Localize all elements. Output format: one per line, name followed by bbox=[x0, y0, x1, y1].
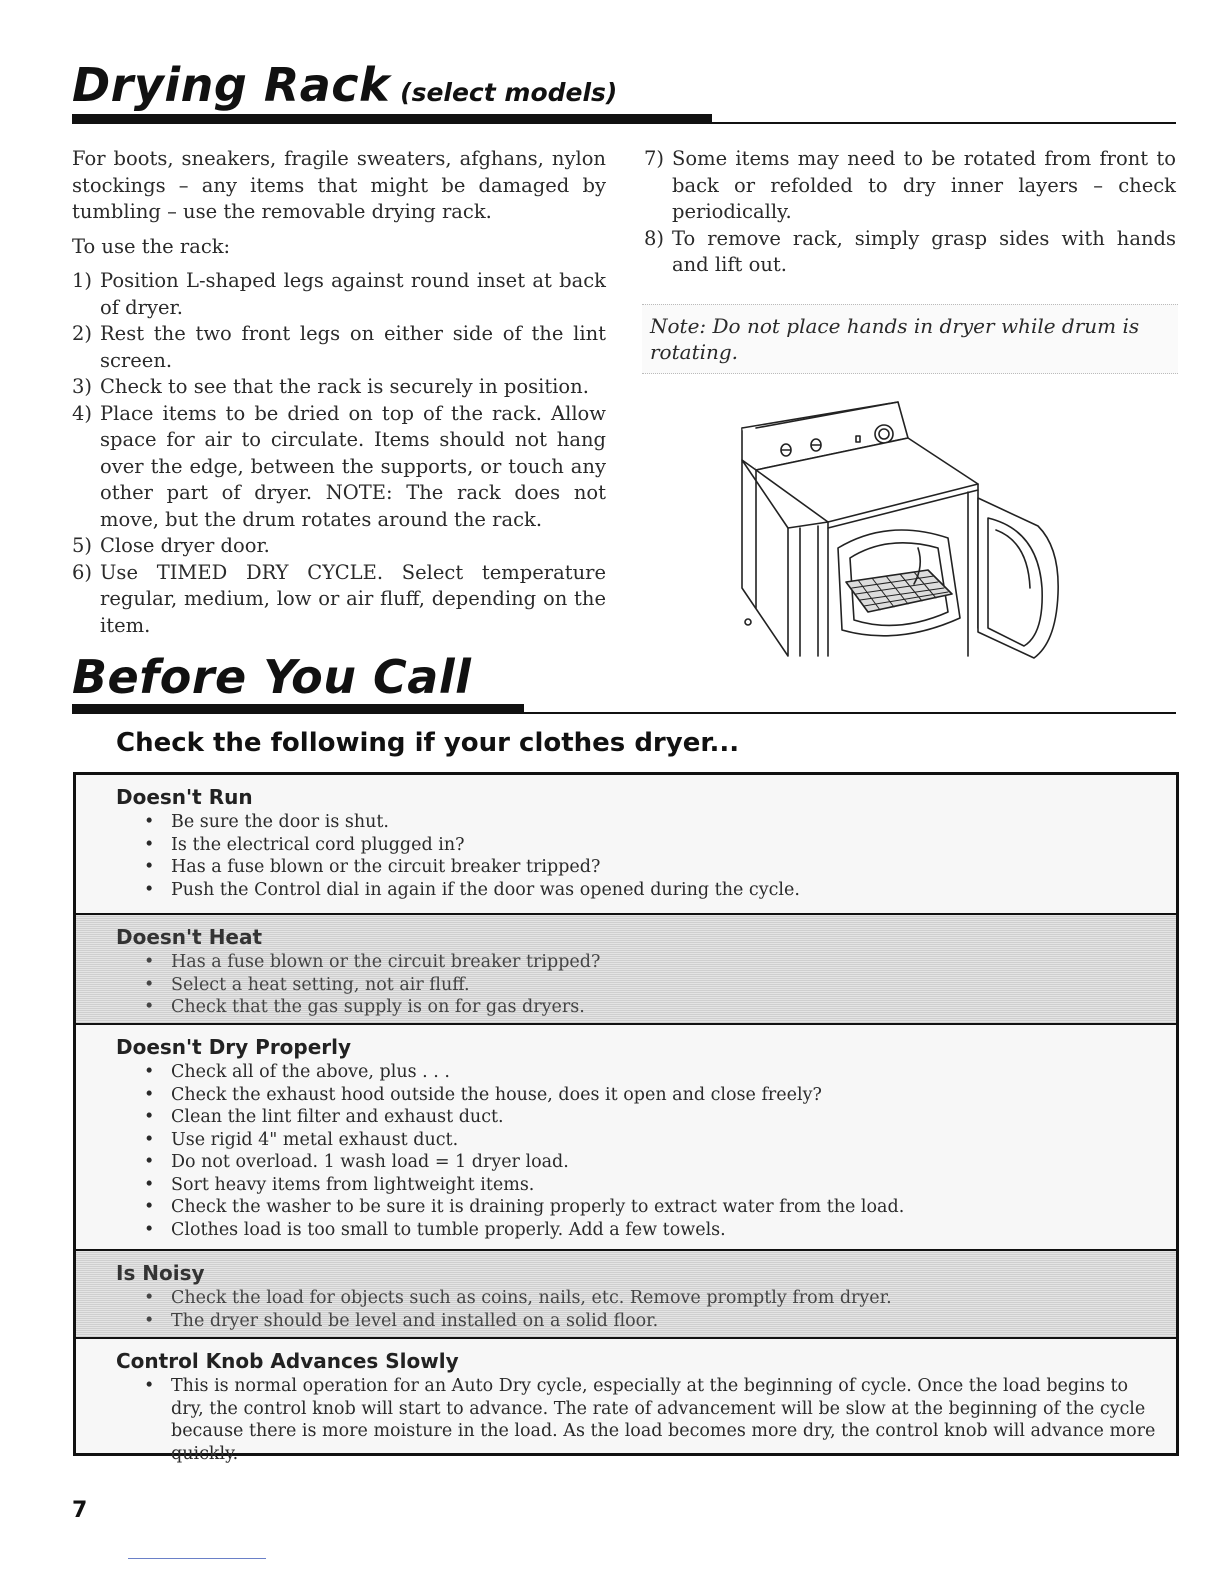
section-heading: Doesn't Run bbox=[116, 785, 253, 809]
list-item: • Do not overload. 1 wash load = 1 dryer load. bbox=[144, 1152, 569, 1172]
list-item: • Has a fuse blown or the circuit breaker tripped? bbox=[144, 857, 601, 877]
list-item: • The dryer should be level and installed on a solid floor. bbox=[144, 1310, 659, 1331]
section-list bbox=[116, 811, 1176, 901]
before-you-call-rule bbox=[72, 704, 1176, 714]
step-item: 2) Rest the two front legs on either side of the lint screen. bbox=[72, 322, 606, 372]
section-is-noisy bbox=[76, 1249, 1176, 1337]
section-control-knob-advances-slowly bbox=[76, 1337, 1176, 1464]
list-item: • Check all of the above, plus . . . bbox=[144, 1062, 450, 1082]
before-you-call-title-text: Before You Call bbox=[72, 650, 472, 704]
drying-rack-steps-right bbox=[644, 146, 1176, 279]
section-list bbox=[116, 1375, 1176, 1465]
check-following-subtitle: Check the following if your clothes dryer... bbox=[116, 728, 740, 758]
before-you-call-title bbox=[72, 650, 471, 704]
list-item: • Clothes load is too small to tumble properly. Add a few towels. bbox=[144, 1219, 726, 1240]
list-item: • Be sure the door is shut. bbox=[144, 812, 389, 832]
section-heading: Doesn't Dry Properly bbox=[116, 1035, 352, 1059]
list-item: • Clean the lint filter and exhaust duct. bbox=[144, 1107, 504, 1127]
footer-line bbox=[128, 1558, 266, 1559]
section-list bbox=[116, 1061, 1176, 1241]
section-list bbox=[116, 951, 1176, 1019]
drying-rack-subtitle: (select models) bbox=[400, 78, 618, 107]
drying-rack-right-column bbox=[644, 146, 1176, 279]
dryer-illustration bbox=[738, 398, 1070, 662]
section-heading: Control Knob Advances Slowly bbox=[116, 1349, 459, 1373]
list-item: • Select a heat setting, not air fluff. bbox=[144, 974, 470, 995]
step-item: 4) Place items to be dried on top of the rack. Allow space for air to circulate. Items should not hang over the edge, between the supports, or touch any other part of dryer. NOTE: The rack does not move, but the drum rotates around the rack. bbox=[72, 401, 606, 531]
step-item: 1) Position L-shaped legs against round inset at back of dryer. bbox=[72, 269, 606, 319]
step-item: 5) Close dryer door. bbox=[72, 534, 270, 557]
list-item: • This is normal operation for an Auto Dry cycle, especially at the beginning of cycle. Once the load begins to dry, the control knob will start to advance. The rate of advancement will be slow at the beginning of the cycle because there is more moisture in the load. As the load becomes more dry, the control knob will advance more quickly. bbox=[144, 1376, 1156, 1464]
list-item: • Check that the gas supply is on for gas dryers. bbox=[144, 997, 585, 1017]
list-item: • Check the load for objects such as coins, nails, etc. Remove promptly from dryer. bbox=[144, 1288, 892, 1308]
list-item: • Has a fuse blown or the circuit breaker tripped? bbox=[144, 952, 601, 972]
step-item: 8) To remove rack, simply grasp sides with hands and lift out. bbox=[644, 226, 1176, 276]
list-item: • Sort heavy items from lightweight items. bbox=[144, 1174, 535, 1195]
safety-note: Note: Do not place hands in dryer while drum is rotating. bbox=[642, 304, 1178, 374]
step-item: 6) Use TIMED DRY CYCLE. Select temperature regular, medium, low or air fluff, depending on the item. bbox=[72, 560, 606, 637]
drying-rack-rule bbox=[72, 114, 1176, 124]
section-list bbox=[116, 1287, 1176, 1332]
page-number: 7 bbox=[72, 1498, 88, 1523]
drying-rack-intro: For boots, sneakers, fragile sweaters, afghans, nylon stockings – any items that might be damaged by tumbling – use the removable drying rack. bbox=[72, 147, 606, 223]
drying-rack-left-column bbox=[72, 146, 606, 639]
step-item: 3) Check to see that the rack is securely in position. bbox=[72, 375, 589, 398]
drying-rack-title bbox=[72, 58, 617, 112]
section-heading: Doesn't Heat bbox=[116, 925, 263, 949]
list-item: • Push the Control dial in again if the door was opened during the cycle. bbox=[144, 879, 800, 900]
drying-rack-steps-left bbox=[72, 268, 606, 639]
list-item: • Check the exhaust hood outside the house, does it open and close freely? bbox=[144, 1084, 822, 1105]
drying-rack-to-use: To use the rack: bbox=[72, 234, 231, 258]
section-heading: Is Noisy bbox=[116, 1261, 205, 1285]
section-doesnt-run bbox=[76, 775, 1176, 913]
list-item: • Use rigid 4" metal exhaust duct. bbox=[144, 1129, 459, 1150]
section-doesnt-heat bbox=[76, 913, 1176, 1023]
list-item: • Is the electrical cord plugged in? bbox=[144, 834, 465, 855]
section-doesnt-dry-properly bbox=[76, 1023, 1176, 1249]
step-item: 7) Some items may need to be rotated from front to back or refolded to dry inner layers – check periodically. bbox=[644, 147, 1176, 223]
troubleshooting-table bbox=[73, 772, 1179, 1464]
list-item: • Check the washer to be sure it is draining properly to extract water from the load. bbox=[144, 1197, 905, 1217]
drying-rack-title-text: Drying Rack bbox=[72, 58, 391, 112]
